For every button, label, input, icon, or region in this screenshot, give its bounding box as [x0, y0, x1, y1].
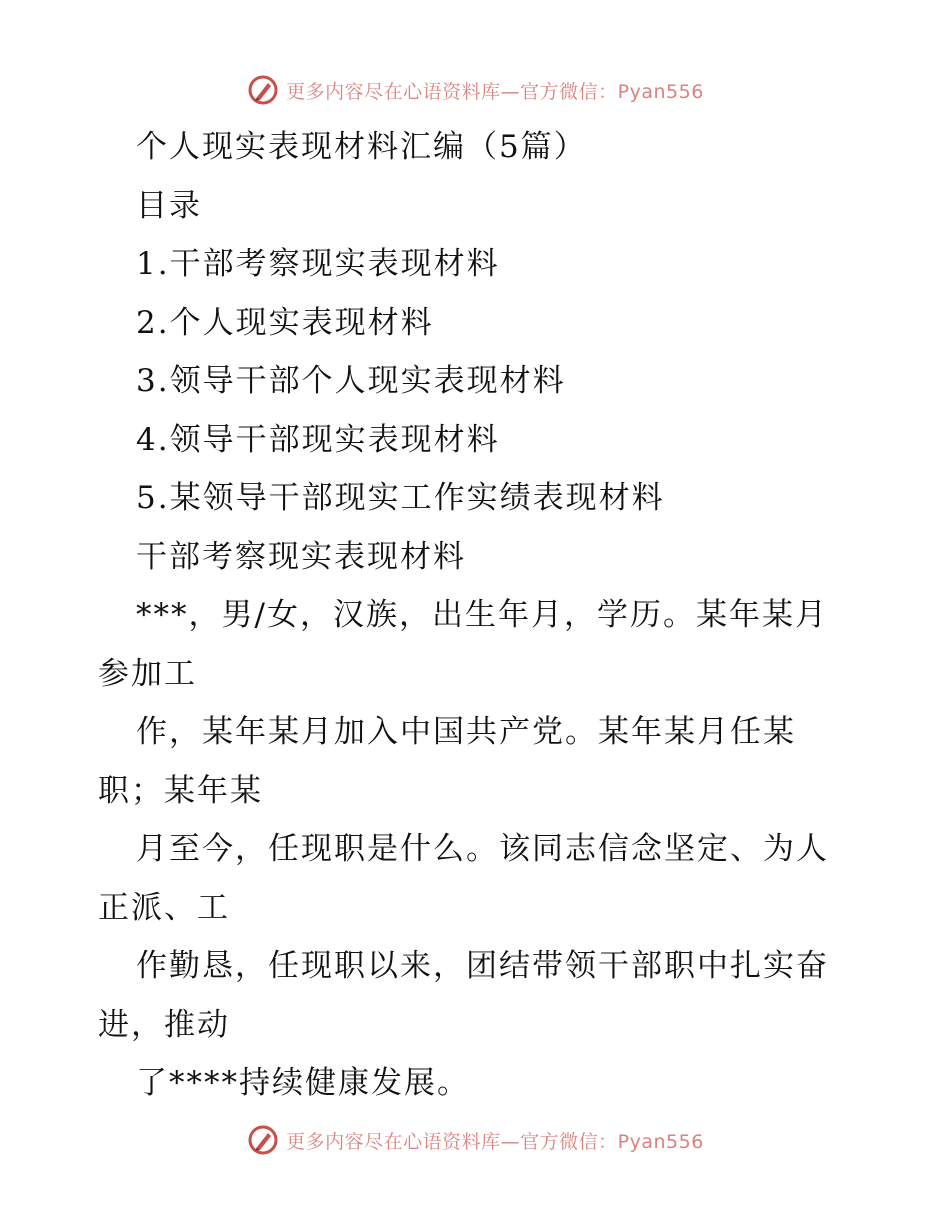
- paragraph-line: 月至今，任现职是什么。该同志信念坚定、为人: [136, 831, 829, 867]
- paragraph-line: 作勤恳，任现职以来，团结带领干部职中扎实奋: [136, 948, 829, 984]
- paragraph-line: 进，推动: [98, 1006, 230, 1043]
- toc-item-3: 3.领导干部个人现实表现材料: [136, 363, 566, 399]
- toc-item-1: 1.干部考察现实表现材料: [136, 246, 500, 282]
- watermark-text: 更多内容尽在心语资料库—官方微信：Pyan556: [286, 80, 704, 103]
- paragraph-line: 了****持续健康发展。: [136, 1065, 470, 1101]
- toc-item-2: 2.个人现实表现材料: [136, 304, 434, 341]
- toc-item-5: 5.某领导干部现实工作实绩表现材料: [136, 480, 665, 516]
- paragraph-line: ***，男/女，汉族，出生年月，学历。某年某月: [136, 597, 828, 633]
- pen-logo-icon: [246, 1123, 280, 1157]
- header-watermark: [0, 70, 950, 110]
- toc-item-4: 4.领导干部现实表现材料: [136, 421, 500, 458]
- toc-heading: 目录: [136, 187, 202, 224]
- paragraph-line: 参加工: [98, 655, 197, 692]
- footer-watermark: [0, 1120, 950, 1160]
- paragraph-line: 作，某年某月加入中国共产党。某年某月任某: [136, 714, 796, 750]
- document-body: [98, 118, 868, 1113]
- watermark-text: 更多内容尽在心语资料库—官方微信：Pyan556: [286, 1130, 704, 1153]
- paragraph-line: 职；某年某: [98, 772, 263, 809]
- pen-logo-icon: [246, 73, 280, 107]
- paragraph-line: 正派、工: [98, 889, 230, 926]
- doc-title: 个人现实表现材料汇编（5篇）: [136, 129, 587, 165]
- section-heading: 干部考察现实表现材料: [136, 538, 466, 575]
